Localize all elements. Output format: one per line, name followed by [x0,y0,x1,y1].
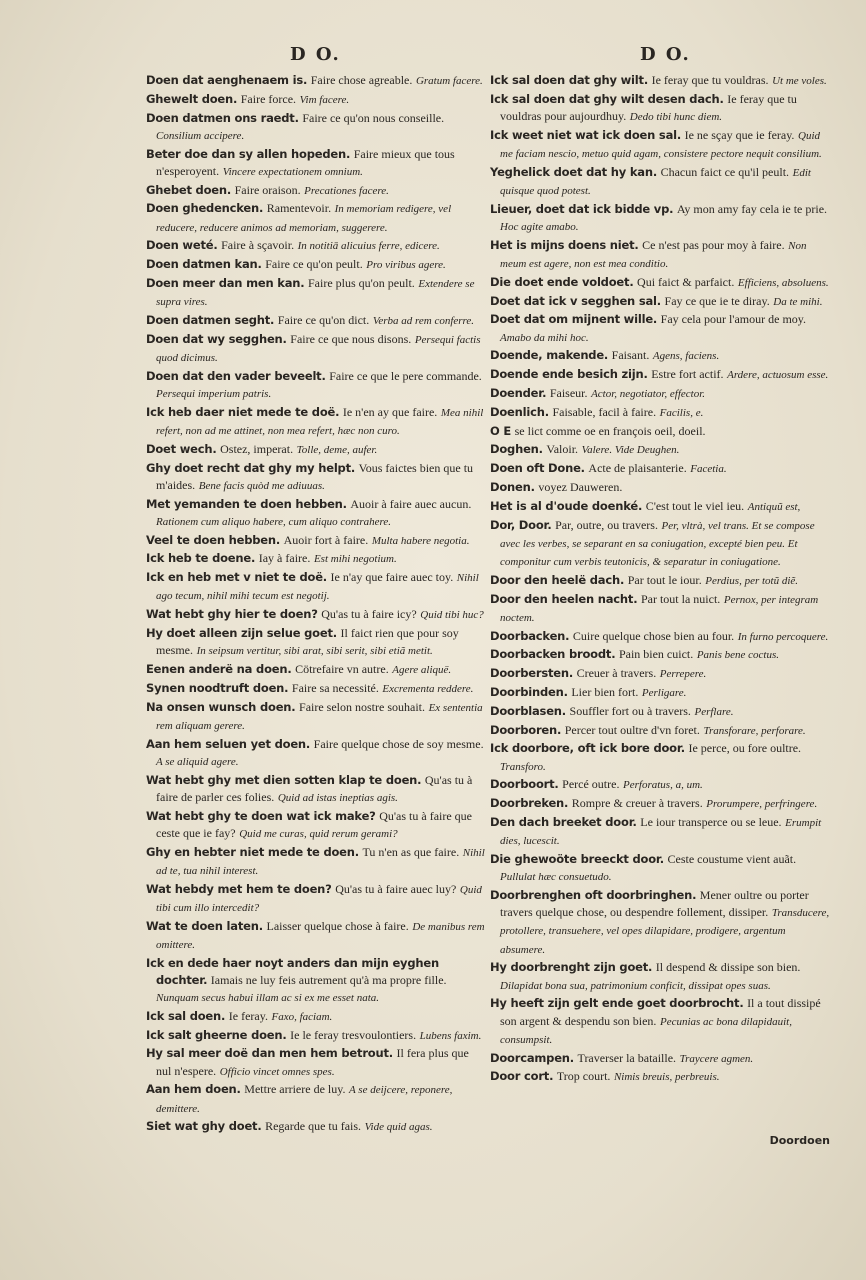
entry-french: Regarde que tu fais. [265,1119,362,1134]
entry-headword: Doorbinden. [490,684,568,699]
entry-headword: Ick doorbore, oft ick bore door. [490,741,685,756]
entry-headword: Aan hem seluen yet doen. [146,736,311,751]
running-header-left: D O. [290,44,341,65]
entry-latin: Actor, negotiator, effector. [591,387,706,400]
entry-headword: Doender. [490,385,547,400]
entry-french: Faire ce que le pere commande. [329,368,482,383]
entry-headword: Doorcampen. [490,1050,574,1065]
entry-french: Qui faict & parfaict. [637,274,735,289]
dictionary-entry [490,460,830,478]
dictionary-entry [490,404,830,422]
entry-headword: Doorbacken broodt. [490,647,616,662]
entry-latin: Agere aliquë. [392,663,452,676]
entry-headword: Ick weet niet wat ick doen sal. [490,127,682,142]
entry-headword: Met yemanden te doen hebben. [146,496,347,511]
entry-headword: Dor, Door. [490,517,552,532]
entry-latin: Nihil ago tecum, nihil mihi tecum est negotij. [156,572,479,603]
dictionary-entry [490,703,830,721]
entry-latin: Gratum facere. [415,75,483,87]
entry-french: Lier bien fort. [571,684,639,699]
entry-headword: Veel te doen hebben. [146,532,281,547]
entry-latin: Verba ad rem conferre. [372,314,475,327]
entry-french: Auoir à faire auec aucun. [350,496,472,511]
entry-french: Chacun faict ce qu'il peult. [660,164,790,179]
entry-latin: Ut me voles. [772,75,827,87]
entry-latin: Efficiens, absoluens. [737,276,829,289]
entry-french: Faisable, facil à faire. [552,404,657,419]
entry-latin: Ardere, actuosum esse. [727,369,829,382]
entry-french: Cuire quelque chose bien au four. [572,628,735,643]
dictionary-entry [146,736,486,771]
entry-french: Iay à faire. [258,551,311,566]
entry-french: Faire ce que nous disons. [290,331,412,346]
entry-headword: Doorblasen. [490,703,566,718]
entry-latin: Erumpit dies, lucescit. [500,816,822,848]
entry-french: Qu'as tu à faire de parler ces folies. [156,772,473,804]
entry-latin: Mea nihil refert, non ad me attinet, non mea refert, hæc non curo. [156,406,484,437]
dictionary-entry [490,293,830,311]
entry-latin: Prorumpere, perfringere. [706,798,818,811]
entry-french: Ce n'est pas pour moy à faire. [642,237,785,252]
dictionary-entry [490,517,830,572]
entry-french: Estre fort actif. [651,367,724,382]
entry-french: Faiseur. [549,385,588,400]
dictionary-entry [490,366,830,384]
entry-headword: Wat hebdy met hem te doen? [146,881,332,896]
entry-latin: Lubens faxim. [419,1029,482,1042]
entry-headword: Doen meer dan men kan. [146,275,305,290]
dictionary-entry [146,312,486,330]
entry-french: Par tout le iour. [627,572,702,587]
entry-latin: Pro viribus agere. [366,259,446,272]
dictionary-entry [490,385,830,403]
entry-headword: Doghen. [490,442,543,457]
entry-french: Qu'as tu à faire que ceste que ie fay? [156,808,473,840]
entry-french: voyez Dauweren. [538,479,623,494]
entry-headword: Ick heb daer niet mede te doë. [146,404,340,419]
entry-french: Mener oultre ou porter travers quelque chose, ou despendre follement, dissiper. [500,887,809,920]
dictionary-entry [146,146,486,181]
entry-headword: Beter doe dan sy allen hopeden. [146,146,351,161]
entry-latin: Perrepere. [659,668,707,681]
entry-latin: Non meum est agere, non est mea conditio. [500,239,807,270]
entry-french: Vous faictes bien que tu m'aides. [156,460,474,492]
dictionary-entry [146,1008,486,1026]
dictionary-entry [490,776,830,794]
entry-french: Ostez, imperat. [220,441,294,456]
dictionary-entry [146,1045,486,1080]
dictionary-entry [490,201,830,236]
entry-french: Faire chose agreable. [310,73,413,87]
entry-french: Qu'as tu à faire icy? [321,607,417,622]
dictionary-entry [146,569,486,605]
entry-headword: Doorbersten. [490,666,574,681]
entry-french: Laisser quelque chose à faire. [266,918,409,933]
entry-headword: Hy doet alleen zijn selue goet. [146,625,337,640]
entry-latin: Hoc agite amabo. [500,221,579,233]
dictionary-entry [146,72,486,90]
entry-latin: Quid me faciam nescio, metuo quid agam, consistere pectore nequit consilium. [500,129,822,160]
entry-latin: Excrementa reddere. [382,682,474,695]
dictionary-entry [146,680,486,698]
entry-latin: Vim facere. [299,93,350,106]
entry-latin: Est mihi negotium. [313,553,397,566]
dictionary-entry [146,200,486,236]
dictionary-entry [490,127,830,163]
dictionary-entry [490,814,830,850]
dictionary-entry [146,699,486,735]
entry-latin: Pullulat hæc consuetudo. [500,871,612,884]
dictionary-entry [146,625,486,660]
entry-french: Ie n'en ay que faire. [342,404,438,419]
entry-headword: Ick sal doen dat ghy wilt desen dach. [490,91,724,106]
dictionary-entry [146,1027,486,1045]
dictionary-entry [146,772,486,807]
dictionary-entry [490,311,830,346]
entry-french: Faire sa necessité. [291,680,379,695]
entry-headword: Doet dat om mijnent wille. [490,312,658,327]
entry-headword: Het is mijns doens niet. [490,237,639,252]
dictionary-entry [490,479,830,497]
entry-headword: Doen datmen ons raedt. [146,110,299,125]
dictionary-entry [146,110,486,145]
entry-headword: Doen oft Done. [490,461,585,476]
dictionary-entry [490,995,830,1049]
entry-latin: In furno percoquere. [737,630,829,643]
entry-latin: Perligare. [641,686,687,699]
entry-latin: Quid me curas, quid rerum gerami? [239,827,398,840]
entry-headword: Synen noodtruft doen. [146,680,289,695]
entry-headword: Wat hebt ghy hier te doen? [146,607,318,622]
entry-latin: Vide quid agas. [364,1121,433,1134]
entry-french: Faisant. [611,348,650,363]
dictionary-entry [490,1068,830,1086]
entry-french: Cötrefaire vn autre. [295,661,389,676]
dictionary-entry [146,955,486,1008]
entry-latin: In notitiā alicuius ferre, edicere. [297,240,440,253]
entry-french: Faire selon nostre souhait. [299,699,425,714]
dictionary-entry [490,237,830,273]
entry-headword: Doende, makende. [490,348,609,363]
entry-headword: Wat te doen laten. [146,918,263,933]
entry-headword: Doenlich. [490,404,549,419]
running-header-right: D O. [640,44,691,65]
entry-headword: Ick heb te doene. [146,551,256,566]
entry-french: Qu'as tu à faire auec luy? [335,881,457,896]
entry-headword: Doen datmen kan. [146,257,262,272]
dictionary-entry [490,91,830,126]
entry-french: Traverser la bataille. [577,1050,677,1065]
dictionary-entry [490,572,830,590]
dictionary-entry [146,237,486,255]
entry-latin: Tolle, deme, aufer. [296,443,378,456]
entry-headword: Door den heelen nacht. [490,591,638,606]
entry-latin: Da te mihi. [773,295,823,308]
entry-french: Faire plus qu'on peult. [307,275,415,290]
dictionary-entry [490,72,830,90]
entry-french: Ie feray que tu vouldras. [651,73,769,87]
catchword: Doordoen [769,1134,830,1147]
entry-french: Il faict rien que pour soy mesme. [156,625,459,658]
dictionary-entry [146,331,486,367]
entry-latin: Nimis breuis, perbreuis. [613,1071,720,1084]
entry-latin: In memoriam redigere, vel reducere, reducere animos ad memoriam, suggerere. [156,203,452,234]
dictionary-entry [146,532,486,550]
entry-french: Auoir fort à faire. [283,532,369,547]
entry-french: Par tout la nuict. [640,591,721,606]
entry-french: Faire ce qu'on peult. [265,257,363,272]
dictionary-entry [146,460,486,495]
dictionary-entry [146,275,486,311]
dictionary-entry [490,887,830,959]
entry-headword: Doen ghedencken. [146,201,264,216]
entry-headword: Doorboren. [490,722,562,737]
entry-latin: Pecunias ac bona dilapidauit, consumpsit. [500,1015,792,1046]
entry-latin: Vincere expectationem omnium. [222,165,363,178]
entry-headword: Die doet ende voldoet. [490,274,634,289]
entry-headword: Ick sal doen. [146,1008,226,1023]
entry-headword: Hy sal meer doë dan men hem betrout. [146,1046,393,1061]
entry-latin: Nihil ad te, tua nihil interest. [156,846,485,877]
dictionary-entry [490,646,830,664]
entry-headword: Lieuer, doet dat ick bidde vp. [490,201,674,216]
entry-french: Il fera plus que nul n'espere. [156,1046,469,1078]
entry-latin: Multa habere negotia. [371,534,470,547]
dictionary-entry [146,918,486,954]
right-column [490,72,830,1087]
dictionary-entry [490,347,830,365]
entry-latin: Perflare. [694,705,734,718]
entry-headword: Den dach breeket door. [490,814,637,829]
entry-latin: Facetia. [690,463,727,476]
entry-latin: Faxo, faciam. [271,1010,333,1023]
dictionary-entry [490,665,830,683]
entry-headword: Hy doorbrenght zijn goet. [490,960,653,975]
entry-french: Ie feray que tu vouldras pour aujourdhuy. [500,91,797,123]
dictionary-entry [146,441,486,459]
dictionary-entry [490,959,830,994]
entry-french: Pain bien cuict. [618,647,694,662]
entry-headword: Doen datmen seght. [146,312,275,327]
entry-latin: Pernox, per integram noctem. [500,593,819,624]
entry-french: Faire oraison. [234,182,301,197]
entry-latin: Facilis, e. [659,406,704,419]
entry-latin: Dedo tibi hunc diem. [629,111,723,123]
entry-latin: De manibus rem omittere. [156,920,485,951]
entry-latin: Consilium accipere. [156,129,245,142]
entry-french: Souffler fort ou à travers. [569,703,691,718]
entry-french: Percer tout oultre d'vn foret. [564,722,700,737]
entry-latin: Perforatus, a, um. [623,779,703,792]
dictionary-entry [490,1050,830,1068]
dictionary-entry [490,722,830,740]
dictionary-entry [490,164,830,200]
dictionary-entry [146,182,486,200]
entry-headword: Ghewelt doen. [146,91,238,106]
entry-headword: Wat hebt ghy te doen wat ick make? [146,808,376,823]
entry-latin: Rationem cum aliquo habere, cum aliquo contrahere. [156,515,392,528]
entry-headword: O E [490,423,512,438]
entry-headword: Doen weté. [146,238,218,253]
entry-latin: A se aliquid agere. [156,755,239,768]
entry-french: Trop court. [556,1069,611,1084]
entry-latin: Precationes facere. [304,184,389,197]
entry-latin: Quid ad istas ineptias agis. [277,791,398,804]
entry-headword: Doet dat ick v segghen sal. [490,293,661,308]
dictionary-entry [146,1118,486,1136]
entry-french: Percé outre. [562,777,620,792]
entry-latin: Valere. Vide Deughen. [581,444,680,457]
entry-headword: Het is al d'oude doenké. [490,498,643,513]
entry-latin: Edit quisque quod potest. [500,166,811,197]
entry-french: Fay cela pour l'amour de moy. [660,312,806,327]
dictionary-entry [490,423,830,441]
dictionary-entry [146,661,486,679]
left-column [146,72,486,1137]
entry-latin: Panis bene coctus. [696,649,780,662]
entry-french: Iamais ne luy feis autrement qu'à ma propre fille. [210,972,447,987]
entry-headword: Na onsen wunsch doen. [146,699,296,714]
entry-french: Faire quelque chose de soy mesme. [313,736,484,751]
dictionary-entry [490,274,830,292]
entry-headword: Doen dat aenghenaem is. [146,73,308,87]
entry-french: Rompre & creuer à travers. [571,796,703,811]
dictionary-entry [490,498,830,516]
entry-latin: Antiquũ est, [747,500,801,513]
entry-french: Ay mon amy fay cela ie te prie. [676,201,828,216]
entry-latin: Transforare, perforare. [703,724,806,737]
dictionary-entry [146,1081,486,1117]
entry-headword: Doende ende besich zijn. [490,367,648,382]
entry-french: Ie ne sçay que ie feray. [684,127,795,142]
entry-french: Ie perce, ou fore oultre. [688,741,802,756]
dictionary-entry [490,591,830,627]
dictionary-entry [146,256,486,274]
entry-french: Ie le feray tresvoulontiers. [290,1027,417,1042]
entry-latin: Quid tibi huc? [420,609,484,622]
entry-french: Il despend & dissipe son bien. [655,960,801,975]
entry-latin: Nunquam secus habui illam ac si ex me esset nata. [156,991,380,1004]
dictionary-entry [146,606,486,624]
entry-headword: Ick en heb met v niet te doë. [146,570,327,585]
dictionary-entry [490,684,830,702]
entry-french: Valoir. [546,442,579,457]
entry-latin: Extendere se supra vires. [156,277,475,309]
entry-headword: Doen dat den vader beveelt. [146,368,326,383]
entry-french: Faire à sçavoir. [221,238,295,253]
dictionary-entry [146,404,486,440]
dictionary-entry [146,91,486,109]
dictionary-entry [490,740,830,775]
entry-latin: Officio vincet omnes spes. [219,1065,335,1078]
entry-french: Tu n'en as que faire. [362,844,460,859]
entry-headword: Eenen anderë na doen. [146,661,292,676]
entry-latin: In seipsum vertitur, sibi arat, sibi serit, sibi etiã metit. [196,645,433,658]
entry-headword: Ghebet doen. [146,182,232,197]
entry-french: Ie feray. [228,1008,268,1023]
entry-headword: Doen dat wy segghen. [146,331,287,346]
entry-headword: Donen. [490,479,535,494]
entry-latin: Agens, faciens. [652,350,720,363]
entry-headword: Ghy en hebter niet mede te doen. [146,844,359,859]
entry-french: Par, outre, ou travers. [555,517,658,532]
entry-french: Acte de plaisanterie. [588,461,687,476]
entry-headword: Siet wat ghy doet. [146,1119,262,1134]
entry-headword: Doorboort. [490,777,559,792]
entry-latin: Quid tibi cum illo intercedit? [156,883,482,914]
entry-latin: Bene facis quòd me adiuuas. [198,479,325,492]
entry-headword: Doorbrenghen oft doorbringhen. [490,887,697,902]
entry-french: Faire force. [240,91,297,106]
entry-headword: Doet wech. [146,441,217,456]
entry-latin: A se deijcere, reponere, demittere. [156,1084,453,1115]
entry-headword: Doorbacken. [490,628,570,643]
entry-headword: Aan hem doen. [146,1082,241,1097]
entry-latin: Persequi factis quod dicimus. [156,333,481,364]
dictionary-entry [146,368,486,403]
entry-latin: Transducere, protollere, transuehere, vel opes dilapidare, prodigere, argentum absumere. [500,907,830,956]
dictionary-entry [146,881,486,917]
entry-latin: Traycere agmen. [679,1052,754,1065]
entry-headword: Ghy doet recht dat ghy my helpt. [146,460,356,475]
dictionary-entry [146,496,486,531]
entry-headword: Wat hebt ghy met dien sotten klap te doen. [146,772,422,787]
entry-french: Ramentevoir. [266,201,332,216]
entry-french: Ie n'ay que faire auec toy. [330,570,454,585]
entry-latin: Dilapidat bona sua, patrimonium conficit, dissipat opes suas. [500,979,771,992]
entry-headword: Ick en dede haer noyt anders dan mijn eyghen dochter. [146,955,439,987]
entry-french: Faire ce qu'on nous conseille. [302,110,445,125]
entry-french: Fay ce que ie te diray. [664,293,770,308]
entry-french: Ceste coustume vient auãt. [667,851,797,866]
entry-french: Faire mieux que tous n'esperoyent. [156,146,455,178]
dictionary-entry [490,628,830,646]
entry-french: Creuer à travers. [576,666,657,681]
entry-french: Mettre arriere de luy. [244,1082,346,1097]
dictionary-entry [490,851,830,886]
dictionary-entry [490,441,830,459]
dictionary-entry [146,550,486,568]
dictionary-entry [490,795,830,813]
entry-headword: Doorbreken. [490,796,569,811]
entry-headword: Ick sal doen dat ghy wilt. [490,73,649,87]
entry-headword: Door cort. [490,1069,554,1084]
entry-latin: Transforo. [500,760,546,773]
entry-french: Le iour transperce ou se leue. [640,814,782,829]
entry-headword: Hy heeft zijn gelt ende goet doorbrocht. [490,996,744,1011]
entry-latin: Persequi imperium patris. [156,387,272,400]
dictionary-entry [146,808,486,843]
entry-latin: Perdius, per totũ diẽ. [705,574,799,587]
entry-headword: Ick salt gheerne doen. [146,1027,287,1042]
entry-headword: Door den heelë dach. [490,572,625,587]
entry-latin: Amabo da mihi hoc. [500,331,589,344]
entry-french: Il a tout dissipé son argent & despendu son bien. [500,996,821,1028]
dictionary-entry [146,844,486,880]
entry-french: C'est tout le viel ieu. [645,498,745,513]
entry-french: Faire ce qu'on dict. [277,312,370,327]
entry-latin: Per, vltrà, vel trans. Et se compose avec les verbes, se separant en sa coniugation, excepté bien peu. Et componitur cum verbis teutonicis, & separatur in coniugatione. [500,519,815,568]
entry-headword: Yeghelick doet dat hy kan. [490,164,658,179]
entry-french: se lict comme oe en françois oeil, doeil. [514,423,706,438]
entry-headword: Die ghewoöte breeckt door. [490,851,664,866]
entry-latin: Ex sententia rem aliquam gerere. [156,701,483,732]
